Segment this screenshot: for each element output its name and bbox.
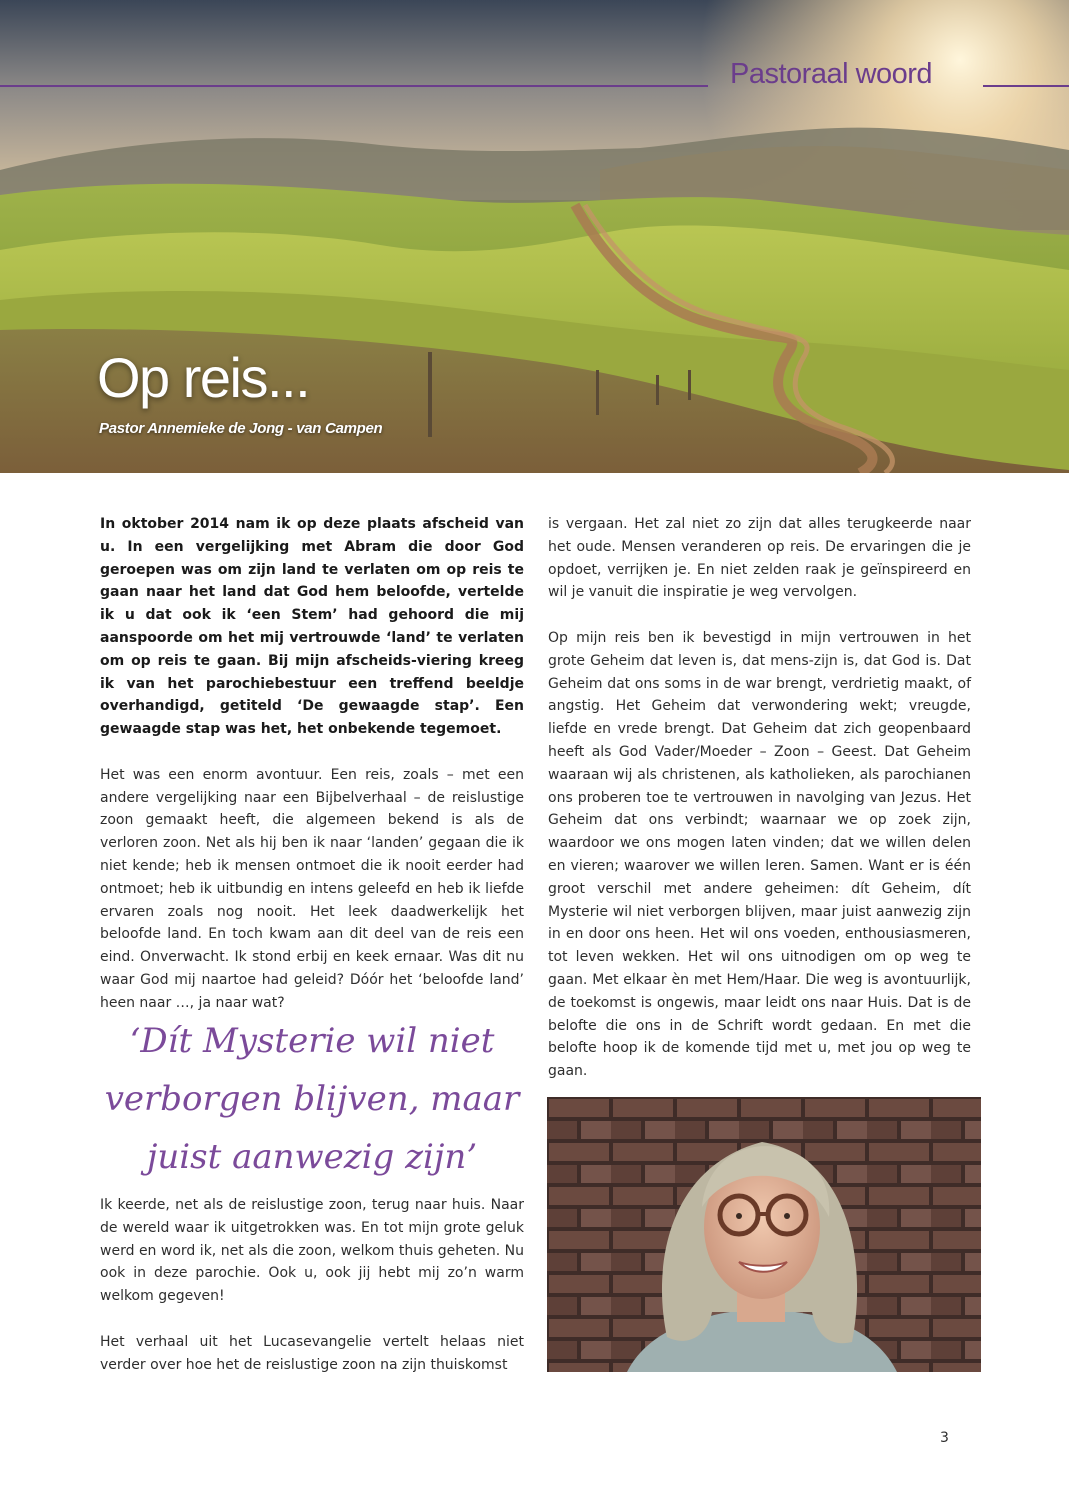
left-column: [100, 513, 524, 1015]
portrait-illustration: [547, 1097, 981, 1372]
body-paragraph: Ik keerde, net als de reislustige zoon, terug naar huis. Naar de wereld waar ik uitgetrokken was. En tot mijn grote geluk werd en word ik, net als die zoon, welkom thuis geheten. Nu ook in deze parochie. Ook u, ook jij hebt mij zo’n warm welkom gegeven!: [100, 1197, 524, 1305]
article-author: Pastor Annemieke de Jong - van Campen: [99, 420, 383, 437]
section-rule-left: [0, 85, 708, 87]
section-rule-right: [983, 85, 1069, 87]
author-portrait-photo: [547, 1097, 981, 1372]
left-column-lower: [100, 1194, 524, 1376]
body-paragraph: Op mijn reis ben ik bevestigd in mijn vertrouwen in het grote Geheim dat leven is, dat mens-zijn is, dat God is. Dat Geheim dat ons soms in de war brengt, verdrietig maakt, of angstig. Het Geheim dat verwondering wekt; vreugde, liefde en vrede brengt. Dat Geheim dat zich geopenbaard heeft als God Vader/Moeder – Zoon – Geest. Dat Geheim waaraan wij als christenen, als katholieken, als parochianen ons proberen toe te vertrouwen in navolging van Jezus. Het Geheim dat ons verbindt; waarnaar we op zoek zijn, waardoor we ons mogen laten vinden; dat we willen delen en vieren; waarover we willen leren. Samen. Want er is één groot verschil met andere geheimen: dít Geheim, dít Mysterie wil niet verborgen blijven, maar juist aanwezig zijn in en door ons heen. Het wil ons voeden, enthousiasmeren, tot leven wekken. Het wil ons uitnodigen om op weg te gaan. Met elkaar èn met Hem/Haar. Die weg is avontuurlijk, de toekomst is ongewis, maar leidt ons naar Huis. Dat is de belofte die ons in de Schrift wordt gedaan. En met die belofte hoop ik de komende tijd met u, met jou op weg te gaan.: [548, 629, 971, 1080]
body-paragraph: Het verhaal uit het Lucasevangelie vertelt helaas niet verder over hoe het de reislustige zoon na zijn thuiskomst: [100, 1333, 524, 1373]
lead-paragraph: In oktober 2014 nam ik op deze plaats afscheid van u. In een vergelijking met Abram die door God geroepen was om zijn land te verlaten om op reis te gaan naar het land dat God hem beloofde, vertelde ik u dat ook ik ‘een Stem’ had gehoord die mij aanspoorde om het mij vertrouwde ‘land’ te verlaten om op reis te gaan. Bij mijn afscheids-viering kreeg ik van het parochiebestuur een treffend beeldje overhandigd, getiteld ‘De gewaagde stap’. Een gewaagde stap was het, het onbekende tegemoet.: [100, 516, 524, 738]
pull-quote: ‘Dít Mysterie wil niet verborgen blijven, maar juist aanwezig zijn’: [104, 1021, 520, 1177]
article-title: Op reis...: [97, 346, 310, 409]
page-number: 3: [940, 1430, 949, 1446]
section-label: Pastoraal woord: [730, 58, 933, 90]
body-paragraph: is vergaan. Het zal niet zo zijn dat alles terugkeerde naar het oude. Mensen veranderen op reis. De ervaringen die je opdoet, verrijken je. En niet zelden raak je geïnspireerd en wil je vanuit die inspiratie je weg vervolgen.: [548, 516, 971, 601]
right-column: [548, 513, 971, 1083]
body-paragraph: Het was een enorm avontuur. Een reis, zoals – met een andere vergelijking naar een Bijbelverhaal – de reislustige zoon gemaakt heeft, die algemeen bekend is als de verloren zoon. Net als hij ben ik naar ‘landen’ gegaan die ik niet kende; heb ik mensen ontmoet die ik nooit eerder had ontmoet; heb ik uitbundig en intens geleefd en heb ik liefde ervaren zoals nog nooit. Het leek daadwerkelijk het beloofde land. En toch kwam aan dit deel van de reis een eind. Onverwacht. Ik stond erbij en keek ernaar. Was dit nu waar God mij naartoe had geleid? Dóór het ‘beloofde land’ heen naar …, ja naar wat?: [100, 766, 524, 1011]
hero-landscape-image: [0, 0, 1069, 473]
